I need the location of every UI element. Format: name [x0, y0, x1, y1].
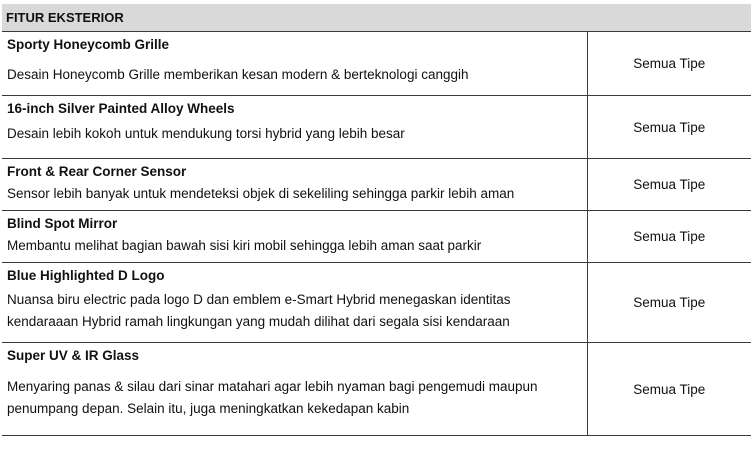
table-row [2, 159, 751, 211]
feature-description: Sensor lebih banyak untuk mendeteksi objek di sekeliling sehingga parkir lebih aman [7, 186, 515, 201]
table-row [2, 211, 751, 263]
feature-title: 16-inch Silver Painted Alloy Wheels [7, 101, 235, 116]
table-row [2, 32, 751, 96]
feature-cell [2, 343, 587, 436]
feature-type: Semua Tipe [587, 343, 751, 436]
feature-description: Membantu melihat bagian bawah sisi kiri mobil sehingga lebih aman saat parkir [7, 238, 482, 253]
feature-title: Sporty Honeycomb Grille [7, 37, 170, 52]
section-title: FITUR EKSTERIOR [2, 4, 751, 32]
feature-title: Super UV & IR Glass [7, 348, 140, 363]
feature-description: Desain Honeycomb Grille memberikan kesan modern & berteknologi canggih [7, 67, 469, 82]
feature-type: Semua Tipe [587, 32, 751, 96]
feature-table-container [2, 4, 752, 436]
feature-description: Nuansa biru electric pada logo D dan emblem e-Smart Hybrid menegaskan identitas kendaraaan Hybrid ramah lingkungan yang mudah dilihat dari segala sisi kendaraan [7, 292, 511, 329]
feature-type: Semua Tipe [587, 263, 751, 343]
feature-cell [2, 32, 587, 96]
feature-title: Front & Rear Corner Sensor [7, 164, 187, 179]
table-row [2, 263, 751, 343]
feature-title: Blind Spot Mirror [7, 216, 118, 231]
section-header-row [2, 4, 751, 32]
feature-type: Semua Tipe [587, 96, 751, 159]
feature-type: Semua Tipe [587, 211, 751, 263]
exterior-features-table [2, 4, 751, 436]
feature-cell [2, 96, 587, 159]
feature-description: Menyaring panas & silau dari sinar matahari agar lebih nyaman bagi pengemudi maupun penumpang depan. Selain itu, juga meningkatkan kekedapan kabin [7, 379, 538, 416]
feature-cell [2, 263, 587, 343]
table-row [2, 343, 751, 436]
feature-type: Semua Tipe [587, 159, 751, 211]
feature-cell [2, 211, 587, 263]
table-row [2, 96, 751, 159]
feature-cell [2, 159, 587, 211]
feature-description: Desain lebih kokoh untuk mendukung torsi hybrid yang lebih besar [7, 126, 405, 141]
feature-title: Blue Highlighted D Logo [7, 268, 165, 283]
